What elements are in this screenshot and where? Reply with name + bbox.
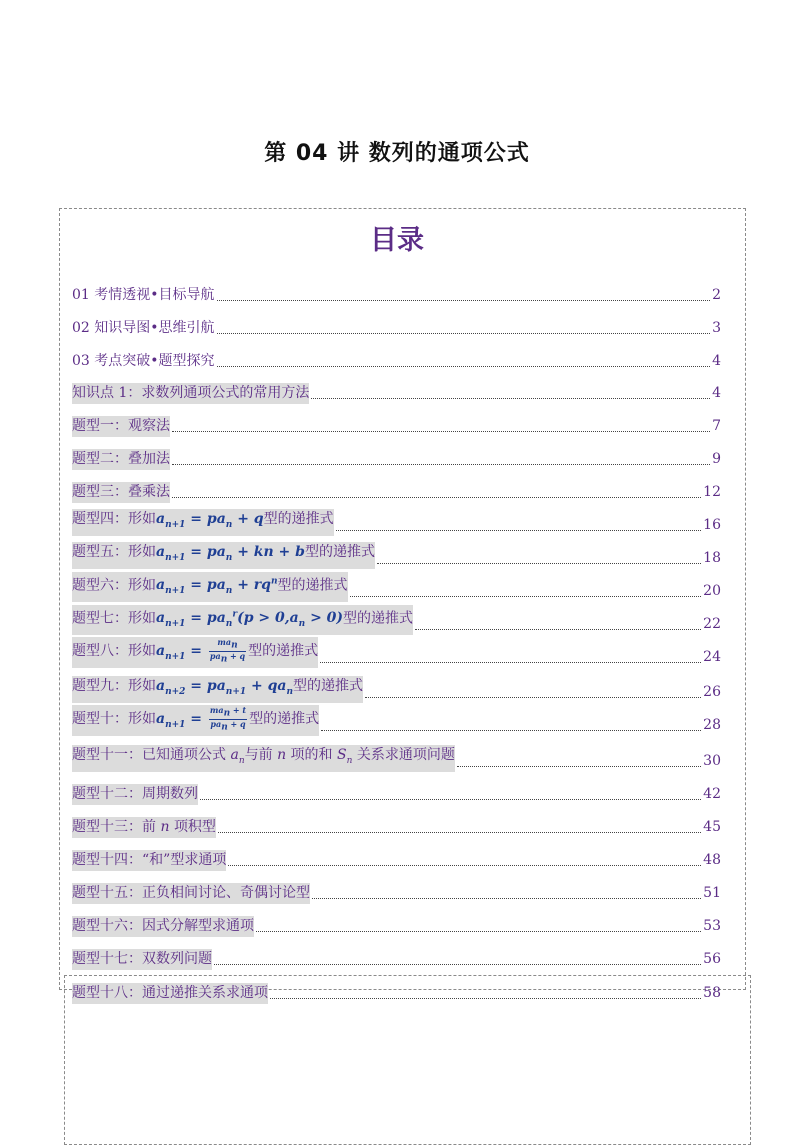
toc-leader — [321, 729, 701, 731]
toc-entry[interactable] — [72, 413, 721, 437]
toc-page-number: 53 — [703, 918, 721, 934]
toc-entry-suffix: 型的递推式 — [248, 643, 319, 660]
formula: $a_{n+1}$ = $\frac{ma_n}{pa_n + q}$ — [156, 637, 246, 665]
toc-entry-prefix: 题型十三：前 — [72, 819, 156, 835]
toc-page-number: 58 — [703, 985, 721, 1001]
toc-page-number: 9 — [712, 451, 721, 467]
toc-entry-label: 03 考点突破•题型探究 — [72, 353, 215, 369]
toc-entry[interactable] — [72, 545, 721, 569]
toc-entry-label: 题型十四：“和”型求通项 — [72, 850, 226, 871]
toc-leader — [218, 831, 701, 833]
variable: $a_n$ — [230, 747, 245, 766]
toc-entry[interactable] — [72, 380, 721, 404]
toc-leader — [270, 997, 701, 999]
toc-leader — [214, 963, 701, 965]
toc-entry[interactable] — [72, 814, 721, 838]
toc-entry[interactable] — [72, 282, 721, 306]
toc-heading: 目录 — [370, 225, 424, 256]
toc-entry[interactable] — [72, 781, 721, 805]
toc-entry[interactable] — [72, 578, 721, 602]
toc-entry-label: 02 知识导图•思维引航 — [72, 320, 215, 336]
toc-entry-label — [72, 676, 363, 703]
toc-entry[interactable] — [72, 847, 721, 871]
toc-entry[interactable] — [72, 679, 721, 703]
toc-entry-suffix: 型的递推式 — [249, 711, 320, 728]
toc-entry-label — [72, 705, 319, 736]
toc-entry-label — [72, 542, 375, 569]
toc-page-number: 3 — [712, 320, 721, 336]
toc-entry-label — [72, 509, 334, 536]
variable: n — [277, 747, 287, 764]
toc-entry-label: 题型一：观察法 — [72, 416, 170, 437]
toc-entry-label: 01 考情透视•目标导航 — [72, 287, 215, 303]
toc-entry-label: 题型十五：正负相间讨论、奇偶讨论型 — [72, 883, 310, 904]
toc-page-number: 28 — [703, 717, 721, 733]
toc-entry-suffix: 型的递推式 — [343, 610, 414, 627]
toc-entry-prefix: 题型十一：已知通项公式 — [72, 747, 226, 764]
toc-entry[interactable] — [72, 913, 721, 937]
toc-page-number: 2 — [712, 287, 721, 303]
toc-entry-suffix: 型的递推式 — [263, 511, 334, 528]
toc-page-number: 12 — [703, 484, 721, 500]
toc-entry[interactable] — [72, 980, 721, 1004]
formula: $a_{n+1} = pa_n + rq^n$ — [156, 576, 278, 596]
formula: $a_{n+1}$ = $\frac{ma_n + t}{pa_n + q}$ — [156, 705, 247, 733]
toc-entry-prefix: 题型五：形如 — [72, 544, 156, 561]
toc-leader — [415, 628, 701, 630]
toc-leader — [217, 332, 711, 334]
toc-entry-prefix: 题型十：形如 — [72, 711, 156, 728]
toc-page-number: 51 — [703, 885, 721, 901]
toc-entry[interactable] — [72, 880, 721, 904]
toc-entry[interactable] — [72, 637, 721, 668]
variable: $S_n$ — [337, 747, 353, 766]
toc-entry-mid: 项的和 — [290, 747, 333, 764]
toc-leader — [350, 595, 702, 597]
toc-entry-label: 题型二：叠加法 — [72, 449, 170, 470]
formula: $a_{n+2} = pa_{n+1} + qa_n$ — [156, 678, 294, 697]
toc-page-number: 45 — [703, 819, 721, 835]
toc-entry-label — [72, 817, 216, 838]
toc-entry-label — [72, 637, 318, 668]
toc-leader — [172, 496, 701, 498]
toc-entry-label — [72, 605, 413, 635]
toc-page-number: 42 — [703, 786, 721, 802]
toc-entry-suffix: 型的递推式 — [304, 544, 375, 561]
toc-page-number: 26 — [703, 684, 721, 700]
toc-leader — [217, 365, 711, 367]
toc-leader — [336, 529, 702, 531]
toc-entry[interactable] — [72, 479, 721, 503]
toc-entry[interactable] — [72, 315, 721, 339]
toc-entry-label: 知识点 1：求数列通项公式的常用方法 — [72, 383, 309, 404]
toc-page-number: 24 — [703, 649, 721, 665]
toc-leader — [172, 463, 710, 465]
toc-entry[interactable] — [72, 512, 721, 536]
toc-entry-prefix: 题型八：形如 — [72, 643, 156, 660]
toc-entry[interactable] — [72, 705, 721, 736]
toc-entry-label: 题型十二：周期数列 — [72, 784, 198, 805]
toc-leader — [312, 897, 701, 899]
toc-entry-label: 题型三：叠乘法 — [72, 482, 170, 503]
toc-entry-prefix: 题型六：形如 — [72, 577, 156, 594]
toc-leader — [256, 930, 701, 932]
toc-entry-prefix: 题型九：形如 — [72, 678, 156, 695]
toc-entry-label: 题型十八：通过递推关系求通项 — [72, 983, 268, 1004]
toc-entry-label: 题型十六：因式分解型求通项 — [72, 916, 254, 937]
toc-page-number: 20 — [703, 583, 721, 599]
toc-leader — [457, 765, 701, 767]
toc-entry-suffix: 关系求通项问题 — [356, 747, 455, 764]
toc-page-number: 7 — [712, 418, 721, 434]
toc-entry-suffix: 项积型 — [173, 819, 216, 835]
toc-entry-label: 题型十七：双数列问题 — [72, 949, 212, 970]
toc-page-number: 56 — [703, 951, 721, 967]
toc-entry-prefix: 题型七：形如 — [72, 610, 156, 627]
toc-entry[interactable] — [72, 446, 721, 470]
toc-leader — [311, 397, 710, 399]
toc-leader — [172, 430, 710, 432]
toc-leader — [320, 661, 701, 663]
toc-page-number: 4 — [712, 353, 721, 369]
toc-entry[interactable] — [72, 748, 721, 772]
toc-page-number: 4 — [712, 385, 721, 401]
toc-entry-prefix: 题型四：形如 — [72, 511, 156, 528]
toc-page-number: 22 — [703, 616, 721, 632]
toc-leader — [228, 864, 701, 866]
variable: n — [160, 819, 170, 835]
toc-entry-suffix: 型的递推式 — [277, 577, 348, 594]
toc-entry[interactable] — [72, 946, 721, 970]
toc-leader — [365, 696, 701, 698]
document-title: 第 04 讲 数列的通项公式 — [264, 141, 530, 166]
toc-entry-mid: 与前 — [244, 747, 273, 764]
toc-page-number: 48 — [703, 852, 721, 868]
toc-page-number: 16 — [703, 517, 721, 533]
toc-leader — [377, 562, 701, 564]
formula: $a_{n+1} = pa_n + q$ — [156, 511, 264, 530]
toc-entry-label — [72, 745, 455, 772]
formula: $a_{n+1} = pa_n$ + kn + b — [156, 544, 305, 563]
toc-entry[interactable] — [72, 348, 721, 372]
toc-page-number: 18 — [703, 550, 721, 566]
toc-leader — [200, 798, 701, 800]
formula: $a_{n+1} = pa_n^r(p > 0,a_n > 0)$ — [156, 609, 344, 629]
toc-page-number: 30 — [703, 753, 721, 769]
toc-entry[interactable] — [72, 611, 721, 635]
toc-entry-suffix: 型的递推式 — [293, 678, 364, 695]
toc-entry-label — [72, 572, 348, 602]
toc-leader — [217, 299, 711, 301]
